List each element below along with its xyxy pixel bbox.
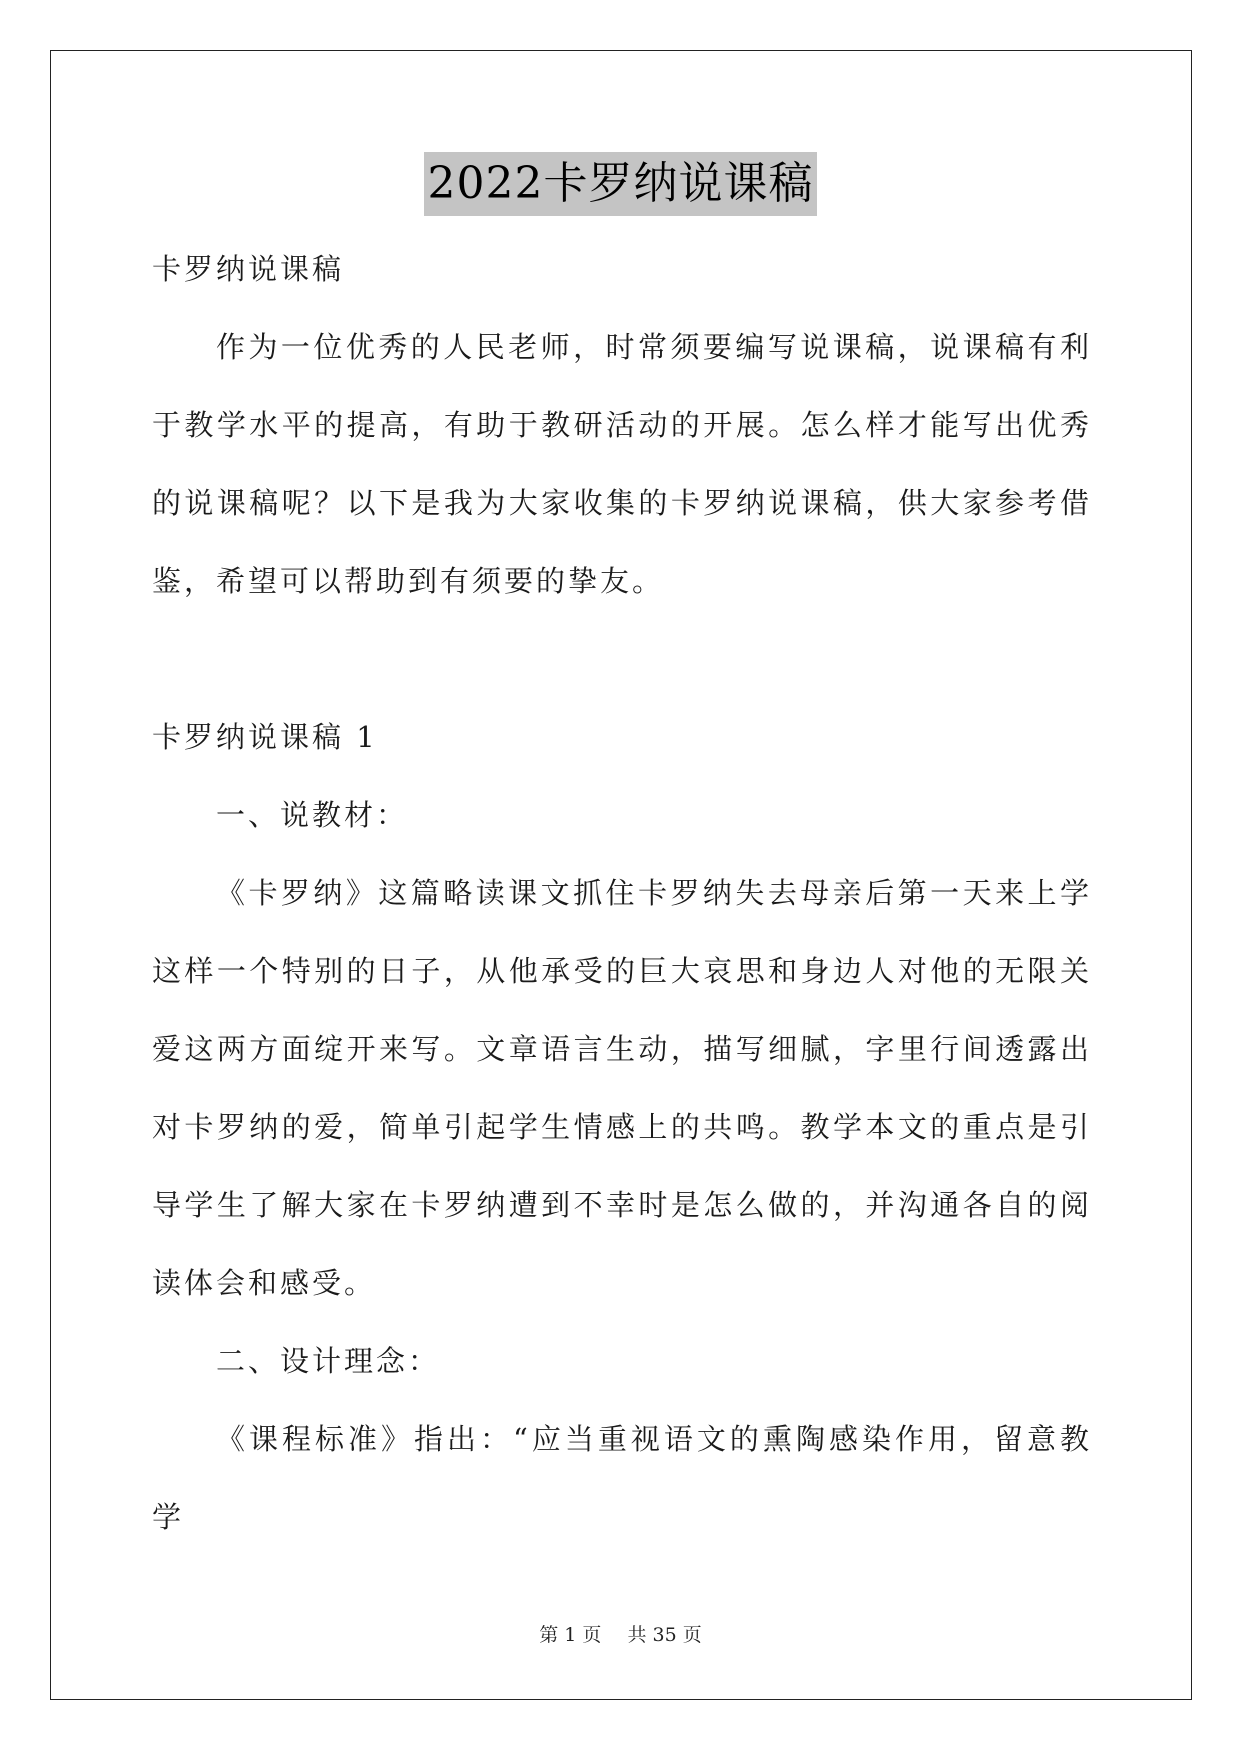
intro-paragraph: 作为一位优秀的人民老师，时常须要编写说课稿，说课稿有利于教学水平的提高，有助于教研活动的开展。怎么样才能写出优秀的说课稿呢？以下是我为大家收集的卡罗纳说课稿，供大家参考借鉴，希望可以帮助到有须要的挚友。 — [152, 330, 1092, 598]
current-page-label: 第 1 页 — [539, 1624, 602, 1646]
total-pages-label: 共 35 页 — [627, 1624, 702, 1646]
title-container — [0, 152, 1241, 216]
heading-teaching-material: 一、说教材： — [216, 798, 409, 832]
heading-design-concept: 二、设计理念： — [216, 1344, 441, 1378]
section-heading: 卡罗纳说课稿 1 — [152, 720, 378, 754]
document-title: 2022卡罗纳说课稿 — [424, 152, 818, 216]
subtitle: 卡罗纳说课稿 — [152, 252, 345, 286]
design-paragraph: 《课程标准》指出：“应当重视语文的熏陶感染作用，留意教学 — [152, 1422, 1092, 1534]
document-body — [152, 230, 1092, 1556]
material-paragraph: 《卡罗纳》这篇略读课文抓住卡罗纳失去母亲后第一天来上学这样一个特别的日子，从他承受的巨大哀思和身边人对他的无限关爱这两方面绽开来写。文章语言生动，描写细腻，字里行间透露出对卡罗纳的爱，简单引起学生情感上的共鸣。教学本文的重点是引导学生了解大家在卡罗纳遭到不幸时是怎么做的，并沟通各自的阅读体会和感受。 — [152, 876, 1092, 1300]
page-footer — [0, 1620, 1241, 1647]
